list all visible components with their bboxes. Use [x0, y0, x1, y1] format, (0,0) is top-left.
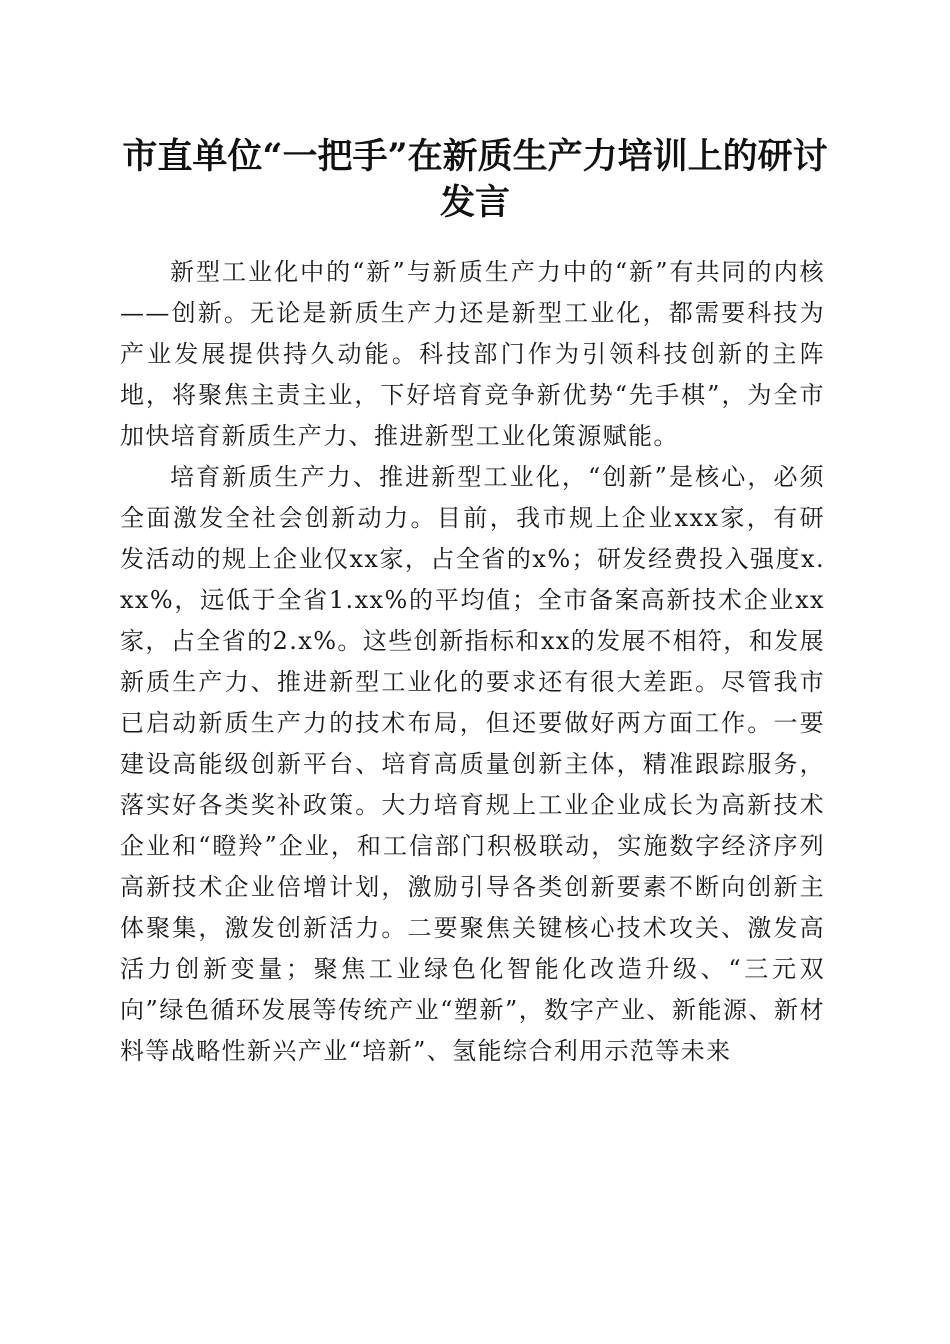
paragraph-2: 培育新质生产力、推进新型工业化，“创新”是核心，必须全面激发全社会创新动力。目前，我市规上企业xxx家，有研发活动的规上企业仅xx家，占全省的x%；研发经费投入强度x.xx%，远低于全省1.xx%的平均值；全市备案高新技术企业xx家，占全省的2.x%。这些创新指标和xx的发展不相符，和发展新质生产力、推进新型工业化的要求还有很大差距。尽管我市已启动新质生产力的技术布局，但还要做好两方面工作。一要建设高能级创新平台、培育高质量创新主体，精准跟踪服务，落实好各类奖补政策。大力培育规上工业企业成长为高新技术企业和“瞪羚”企业，和工信部门积极联动，实施数字经济序列高新技术企业倍增计划，激励引导各类创新要素不断向创新主体聚集，激发创新活力。二要聚焦关键核心技术攻关、激发高活力创新变量；聚焦工业绿色化智能化改造升级、“三元双向”绿色循环发展等传统产业“塑新”，数字产业、新能源、新材料等战略性新兴产业“培新”、氢能综合利用示范等未来 — [120, 463, 825, 1065]
document-body — [120, 252, 825, 1072]
document-title: 市直单位“一把手”在新质生产力培训上的研讨发言 — [122, 136, 828, 223]
paragraph-1: 新型工业化中的“新”与新质生产力中的“新”有共同的内核——创新。无论是新质生产力还是新型工业化，都需要科技为产业发展提供持久动能。科技部门作为引领科技创新的主阵地，将聚焦主责主业，下好培育竞争新优势“先手棋”，为全市加快培育新质生产力、推进新型工业化策源赋能。 — [120, 258, 825, 450]
